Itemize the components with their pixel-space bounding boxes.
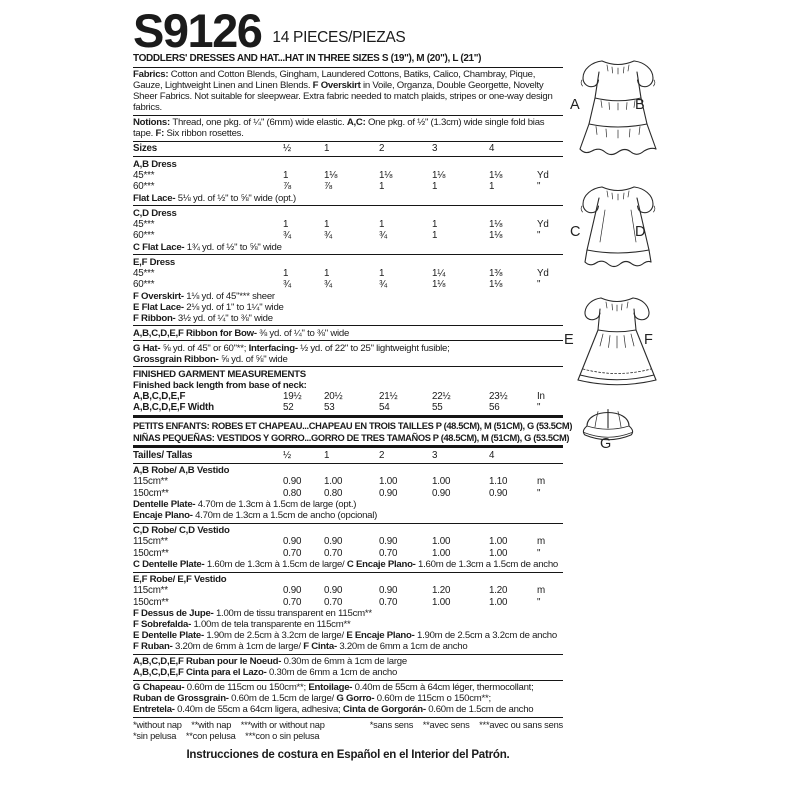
table-cell: 1⅛ [489,169,503,181]
table-row [133,536,563,548]
text-segment: Cinta de Gorgorán- [342,704,429,715]
unit-cell: " [537,402,541,413]
text-segment: ⅜ yd. of ¼" to ⅜" wide [259,327,350,339]
text-segment: in Voile, Organza, Double Georgette, Novelty Sheer Fabrics. Not suitable for sleepwear. Extra fabric needed to match plaids, stripes or one-way design fabrics. [133,80,553,113]
table-cell: 1 [489,181,495,192]
text-segment: 0.60m de 1.5cm de ancho [428,704,534,715]
row-label: 150cm** [133,547,169,559]
tailles-header-row [133,450,563,462]
row-label: 45*** [133,218,155,230]
table-cell: 0.70 [379,596,398,608]
chapeau-note [133,693,563,704]
footer-note: Instrucciones de costura en Español en el Interior del Patrón. [186,748,510,761]
text-segment: Thread, one pkg. of ¼" (6mm) wide elastic. [172,117,347,128]
table-cell: 1.00 [432,536,451,547]
divider [133,141,563,142]
figure-label-a: A [570,97,581,113]
section-note [133,302,563,313]
table-cell: 0.70 [283,596,302,608]
table-cell: 1⅛ [324,169,338,181]
section-ef-robe [133,574,563,652]
table-row [133,268,563,280]
text-segment: F Cinta- [303,641,340,652]
table-cell: 1⅛ [379,169,393,181]
table-cell: ½ [283,449,291,461]
text-segment: Fabrics: [133,69,171,80]
figure-label-b: B [635,97,646,113]
text-segment: 1¾ yd. of ½" to ⅝" wide [186,241,282,253]
table-cell: 1 [283,218,289,230]
table-cell: ⅞ [324,181,332,192]
table-cell: 2 [379,143,385,154]
unit-cell: In [537,390,545,402]
figure-label-d: D [635,224,646,240]
table-cell: 0.90 [324,585,343,596]
chapeau-note [133,704,563,715]
text-segment: 1.60m de 1.3cm à 1.5cm de large/ [206,559,347,570]
section-note [133,242,563,253]
table-cell: 19½ [283,390,302,402]
section-title: A,B Dress [133,158,177,170]
table-cell: 1 [283,267,289,279]
row-label: 115cm** [133,536,168,547]
table-cell: 1⅛ [432,279,446,290]
section-note [133,641,563,652]
section-title: C,D Robe/ C,D Vestido [133,525,230,536]
ruban-note [133,667,563,678]
text-segment: 0.40m de 55cm a 64cm ligera, adhesiva; [177,704,343,715]
section-note [133,630,563,641]
divider [133,523,563,524]
unit-cell: Yd [537,267,549,279]
table-cell: 1.20 [489,585,508,596]
table-cell: 1.00 [379,476,398,487]
text-segment: C Flat Lace- [133,241,187,253]
table-cell: 52 [283,402,294,413]
figure-label-g: G [600,436,612,452]
unit-cell: m [537,536,545,547]
text-segment: 4.70m de 1.3cm à 1.5cm de large (opt.) [197,499,357,510]
text-segment: 1.00m de tela transparente en 115cm** [193,619,351,630]
section-title: A,B Robe/ A,B Vestido [133,465,230,476]
row-label: 60*** [133,181,155,192]
divider [133,572,563,573]
section-finished-measurements [133,369,563,414]
table-cell: 1⅛ [489,279,503,290]
text-segment: E Dentelle Plate- [133,630,207,641]
table-cell: 22½ [432,390,451,402]
table-cell: 1 [379,181,385,192]
table-row [133,219,563,231]
table-cell: 1.00 [432,547,451,559]
table-cell: ¾ [324,230,332,241]
heavy-divider [133,445,563,448]
table-cell: 0.90 [489,487,508,499]
table-cell: 1.00 [489,547,508,559]
text-segment: 3.20m de 6mm a 1cm de ancho [339,641,468,652]
text-segment: 3.20m de 6mm à 1cm de large/ [174,641,304,652]
text-segment: One pkg. of ½" (1.3cm) wide single fold bias tape. [133,117,545,139]
banner-spanish: NIÑAS PEQUEÑAS: VESTIDOS Y GORRO...GORRO DE TRES TAMAÑOS P (48.5CM), M (51CM), G (53.5CM) [133,432,570,443]
divider [133,680,563,681]
text-segment: Entoilage- [308,682,355,693]
row-label: Sizes [133,143,158,154]
table-cell: 2 [379,449,385,461]
section-note [133,193,563,204]
table-cell: 0.90 [379,585,398,596]
table-cell: 1.00 [432,476,451,487]
unit-cell: " [537,596,541,608]
text-segment: 0.40m de 55cm à 64cm léger, thermocollant; [354,682,534,693]
text-segment: Entretela- [133,704,178,715]
dress-ef-illustration [562,290,672,394]
section-ab-dress [133,159,563,204]
text-segment: G Chapeau- [133,682,187,693]
text-segment: 0.60m de 115cm o 150cm**; [376,693,491,704]
divider [133,366,563,367]
table-cell: 0.90 [283,585,302,596]
text-segment: Notions: [133,117,173,128]
text-segment: F Sobrefalda- [133,619,194,630]
section-chapeau [133,682,563,715]
text-segment: ½ yd. of 22" to 25" lightweight fusible; [300,342,450,354]
table-cell: 1⅜ [489,267,503,279]
chapeau-note [133,682,563,693]
text-segment: Grossgrain Ribbon- [133,353,221,365]
divider [133,254,563,255]
table-cell: 55 [432,402,443,413]
text-segment: F: [155,128,165,139]
unit-cell [537,450,563,462]
table-cell: 56 [489,402,500,413]
divider [133,67,563,68]
table-cell: ¾ [379,279,387,290]
table-cell: 0.70 [324,547,343,559]
dress-cd-illustration [568,178,668,274]
table-cell: ¾ [324,279,332,290]
finished-subheading: Finished back length from base of neck: [133,379,307,391]
text-segment: Ruban de Grossgrain- [133,693,232,704]
text-segment: A,B,C,D,E,F Ribbon for Bow- [133,327,260,339]
text-segment: ⅝ yd. of 45" or 60"**; [162,342,249,354]
text-segment: 3½ yd. of ¼" to ⅜" wide [177,312,273,324]
hat-note [133,354,563,365]
finished-heading: FINISHED GARMENT MEASUREMENTS [133,368,306,380]
unit-cell: " [537,487,541,499]
dress-ab-illustration [568,52,668,164]
text-segment: Encaje Plano- [133,510,196,521]
divider [133,325,563,326]
figure-label-e: E [564,332,575,348]
section-note [133,510,563,521]
footnote-french: *sans sens **avec sens ***avec ou sans sens [369,719,563,730]
table-cell: 0.80 [324,487,343,499]
unit-cell: " [537,279,541,290]
table-cell: 21½ [379,390,398,402]
footnote-english: *without nap **with nap ***with or without nap [133,719,325,730]
table-cell: 1 [432,230,438,241]
table-cell: 1 [432,181,438,192]
sizes-header-row [133,143,563,155]
table-cell: 1 [283,169,289,181]
table-row [133,585,563,597]
text-segment: C Encaje Plano- [346,559,419,570]
table-cell: 1.00 [432,596,451,608]
table-row [133,391,563,403]
row-label: Tailles/ Tallas [133,449,193,461]
text-segment: 0.60m de 1.5cm de large/ [231,693,337,704]
ribbon-for-bow-note [133,328,563,339]
unit-cell: Yd [537,169,549,181]
text-segment: C Dentelle Plate- [133,559,207,570]
pattern-description: TODDLERS' DRESSES AND HAT...HAT IN THREE SIZES S (19"), M (20"), L (21") [133,53,482,64]
table-cell: 0.90 [432,487,451,499]
table-cell: 23½ [489,390,508,402]
content-column [133,2,573,761]
table-cell: 0.70 [283,547,302,559]
table-cell: 1.00 [324,476,343,487]
row-label: 45*** [133,267,155,279]
table-cell: 3 [432,449,438,461]
text-segment: 1.00m de tissu transparent en 115cm** [215,608,372,619]
text-segment: Interfacing- [248,342,301,354]
bilingual-banner [133,420,573,444]
section-title: E,F Robe/ E,F Vestido [133,574,227,585]
divider [133,717,563,718]
table-cell: 1 [432,218,438,230]
text-segment: 4.70m de 1.3cm a 1.5cm de ancho (opcional) [195,510,378,521]
table-cell: 1 [379,267,385,279]
table-cell: 1⅛ [432,169,446,181]
unit-cell: " [537,181,541,192]
text-segment: 0.30m de 6mm a 1cm de ancho [268,667,398,678]
table-row [133,597,563,609]
table-row [133,279,563,291]
text-segment: E Flat Lace- [133,301,187,313]
text-segment: F Dessus de Jupe- [133,608,216,619]
unit-cell: m [537,476,545,487]
section-ef-dress [133,257,563,324]
divider [133,115,563,116]
text-segment: 5⅛ yd. of ½" to ⅝" wide (opt.) [177,192,296,204]
footnote-spanish: *sin pelusa **con pelusa ***con o sin pelusa [133,731,320,741]
section-note [133,291,563,302]
figure-label-f: F [644,332,654,348]
divider [133,205,563,206]
table-cell: 0.90 [283,476,302,487]
text-segment: F Overskirt [312,80,361,91]
divider [133,340,563,341]
text-segment: 1.60m de 1.3cm a 1.5cm de ancho [418,559,559,570]
row-label: 150cm** [133,487,169,499]
table-cell: 1 [379,218,385,230]
table-cell: ¾ [283,230,291,241]
table-cell: 0.90 [324,536,343,547]
table-cell: 1.00 [489,536,508,547]
section-title: E,F Dress [133,256,176,268]
table-cell: 4 [489,143,495,154]
table-row [133,230,563,242]
text-segment: F Ruban- [133,641,175,652]
pattern-number: S9126 [133,3,262,57]
table-row [133,476,563,488]
table-cell: 0.90 [283,536,302,547]
text-segment: 0.60m de 115cm ou 150cm**; [186,682,309,693]
table-row [133,488,563,500]
hat-note [133,343,563,354]
section-note [133,608,563,619]
table-cell: 20½ [324,390,343,402]
pieces-count: 14 PIECES/PIEZAS [272,29,406,46]
table-cell: 1 [324,143,330,154]
masthead [133,2,563,57]
row-label: 45*** [133,169,155,181]
table-row [133,181,563,193]
footnotes-left [133,720,325,743]
text-segment: Cotton and Cotton Blends, Gingham, Laundered Cottons, Batiks, Calico, Chambray, Pique, Gauze, Lightweight Linen and Linen Blends. [133,69,536,91]
divider [133,463,563,464]
table-cell: 1 [324,218,330,230]
table-cell: 1⅛ [489,230,503,241]
unit-cell: " [537,230,541,241]
table-cell: 53 [324,402,335,413]
table-row [133,548,563,560]
unit-cell [537,143,563,155]
table-cell: 1.10 [489,476,508,487]
unit-cell: m [537,585,545,596]
text-segment: Dentelle Plate- [133,499,198,510]
table-cell: 1⅛ [489,218,503,230]
table-cell: 3 [432,143,438,154]
text-segment: 0.30m de 6mm à 1cm de large [283,656,407,667]
row-label: A,B,C,D,E,F [133,390,186,402]
section-ab-robe [133,465,563,521]
table-cell: ½ [283,143,291,154]
table-cell: 1 [324,449,330,461]
divider [133,654,563,655]
table-cell: 0.80 [283,487,302,499]
text-segment: 1⅛ yd. of 45"*** sheer [186,290,275,302]
text-segment: 1.90m de 2.5cm à 3.2cm de large/ [206,630,347,641]
text-segment: A,B,C,D,E,F Cinta para el Lazo- [133,667,269,678]
notions-paragraph [133,117,563,139]
row-label: 150cm** [133,596,169,608]
ruban-note [133,656,563,667]
table-cell: 4 [489,449,495,461]
text-segment: F Ribbon- [133,312,178,324]
heavy-divider [133,415,563,418]
table-cell: 1.00 [489,596,508,608]
section-cd-dress [133,208,563,253]
section-note [133,559,563,570]
text-segment: G Gorro- [336,693,377,704]
row-label: 60*** [133,230,155,241]
text-segment: 2⅛ yd. of 1" to 1¼" wide [186,301,284,313]
text-segment: F Overskirt- [133,290,187,302]
table-cell: 0.70 [324,596,343,608]
footnotes [133,720,563,743]
table-cell: 0.90 [379,487,398,499]
text-segment: Flat Lace- [133,192,178,204]
section-title: C,D Dress [133,207,177,219]
table-cell: ¾ [283,279,291,290]
section-note [133,499,563,510]
divider [133,156,563,157]
row-label: 115cm** [133,476,168,487]
table-cell: 1.20 [432,585,451,596]
text-segment: Six ribbon rosettes. [164,128,244,139]
text-segment: G Hat- [133,342,163,354]
table-cell: 1¼ [432,267,446,279]
section-note [133,313,563,324]
table-cell: 1 [324,267,330,279]
section-ruban-noeud [133,656,563,678]
text-segment: 1.90m de 2.5cm a 3.2cm de ancho [417,630,557,641]
figure-label-c: C [570,224,581,240]
section-cd-robe [133,525,563,570]
unit-cell: Yd [537,218,549,230]
text-segment: ⅝ yd. of ⅝" wide [221,353,288,365]
banner-french: PETITS ENFANTS: ROBES ET CHAPEAU...CHAPEAU EN TROIS TAILLES P (48.5CM), M (51CM), G (53.5CM) [133,420,573,431]
row-label: 60*** [133,279,155,290]
section-g-hat [133,343,563,365]
section-note [133,619,563,630]
table-cell: ⅞ [283,181,291,192]
unit-cell: " [537,547,541,559]
table-row [133,402,563,414]
row-label: 115cm** [133,585,168,596]
table-cell: 0.90 [379,536,398,547]
row-label: A,B,C,D,E,F Width [133,402,214,413]
table-row [133,170,563,182]
table-cell: 0.70 [379,547,398,559]
text-segment: A,C: [346,117,366,128]
fabrics-paragraph [133,69,563,113]
text-segment: A,B,C,D,E,F Ruban pour le Noeud- [133,656,284,667]
table-cell: 54 [379,402,390,413]
table-cell: ¾ [379,230,387,241]
text-segment: E Encaje Plano- [346,630,417,641]
